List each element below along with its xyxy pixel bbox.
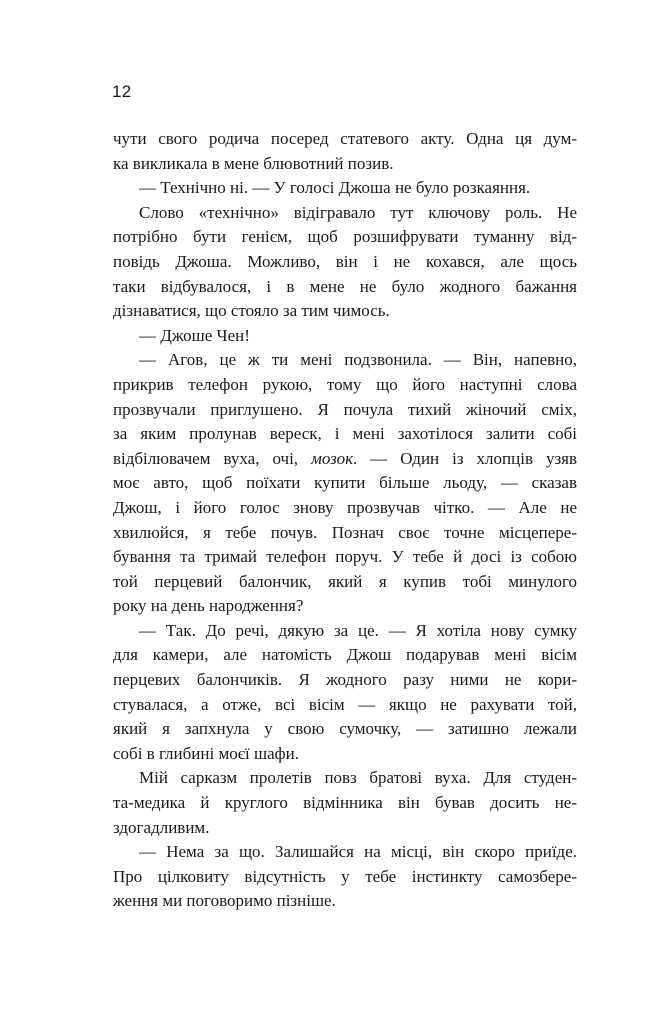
text-line: — Так. До речі, дякую за це. — Я хотіла нову сумку <box>139 620 577 640</box>
text-line: Мій сарказм пролетів повз братові вуха. Для студен- <box>139 768 577 788</box>
text-line: та-медика й круглого відмінника він бував досить не- <box>113 793 577 813</box>
text-line: чути свого родича посеред статевого акту. Одна ця дум- <box>113 129 577 148</box>
text-line: потрібно бути генієм, щоб розшифрувати туманну від- <box>113 227 577 247</box>
paragraph <box>113 766 577 840</box>
text-line: ження ми поговоримо пізніше. <box>113 891 336 911</box>
text-line: Джош, і його голос знову прозвучав чітко. — Але не <box>113 497 577 517</box>
text-line: дізнаватися, що стояло за тим чимось. <box>113 301 390 321</box>
paragraph <box>113 127 577 176</box>
text-line: здогадливим. <box>113 817 210 837</box>
text-line: бування та тримай телефон поруч. У тебе й досі із собою <box>113 547 577 567</box>
text-line: повідь Джоша. Можливо, він і не кохався, але щось <box>113 251 577 271</box>
text-line: стувалася, а отже, всі вісім — якщо не рахувати той, <box>113 694 577 714</box>
text-line: — Нема за що. Залишайся на місці, він скоро приїде. <box>139 842 577 862</box>
paragraph <box>113 840 577 914</box>
text-line: — Джоше Чен! <box>139 325 250 345</box>
text-line: хвилюйся, я тебе почув. Познач своє точне місцепере- <box>113 522 577 542</box>
paragraph <box>113 176 577 201</box>
text-line: прикрив телефон рукою, тому що його наступні слова <box>113 374 577 394</box>
text-line: той перцевий балончик, який я купив тобі минулого <box>113 571 577 591</box>
paragraph <box>113 348 577 619</box>
text-line: року на день народження? <box>113 596 304 616</box>
page-number: 12 <box>112 82 132 101</box>
text-line: який я запхнула у свою сумочку, — затишно лежали <box>113 719 577 739</box>
text-line: прозвучали приглушено. Я почула тихий жіночий сміх, <box>113 399 577 419</box>
text-line: відбілювачем вуха, очі, мозок. — Один із хлопців узяв <box>113 448 578 468</box>
paragraph <box>113 619 577 767</box>
text-line: моє авто, щоб поїхати купити більше льоду, — сказав <box>113 473 577 493</box>
paragraph <box>113 324 577 349</box>
text-line: за яким пролунав вереск, і мені захотілося залити собі <box>113 424 577 444</box>
paragraph <box>113 201 577 324</box>
text-line: — Агов, це ж ти мені подзвонила. — Він, напевно, <box>139 350 577 370</box>
text-line: Слово «технічно» відігравало тут ключову роль. Не <box>139 202 577 222</box>
text-line: Про цілковиту відсутність у тебе інстинкту самозбере- <box>113 866 577 886</box>
text-line: ка викликала в мене блювотний позив. <box>113 153 394 173</box>
text-line: собі в глибині моєї шафи. <box>113 743 299 763</box>
page-text <box>113 127 577 914</box>
text-line: перцевих балончиків. Я жодного разу ними не кори- <box>113 670 577 690</box>
text-line: для камери, але натомість Джош подарував мені вісім <box>113 645 577 665</box>
text-line: таки відбувалося, і в мене не було жодного бажання <box>113 276 577 296</box>
text-line: — Технічно ні. — У голосі Джоша не було розкаяння. <box>139 178 531 198</box>
